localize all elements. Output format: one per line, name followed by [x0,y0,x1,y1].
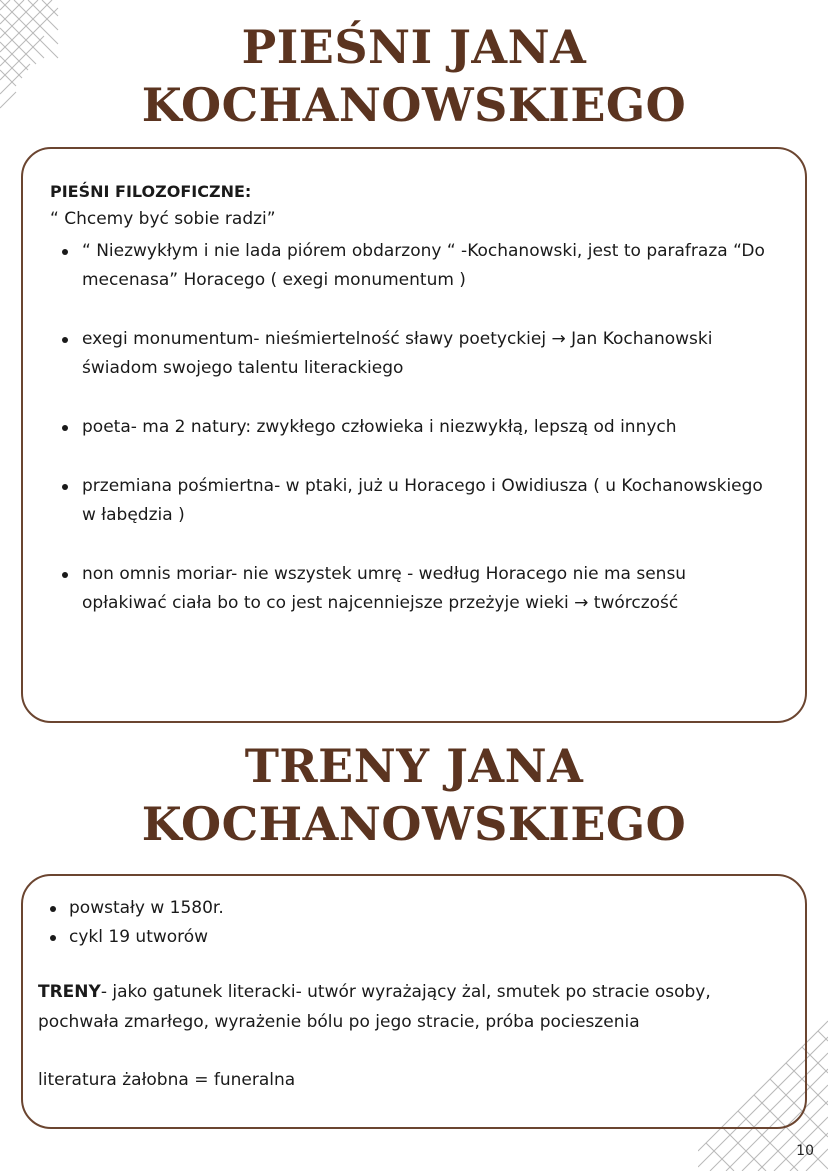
section2-title-line1: TRENY JANA [244,739,584,793]
treny-definition-text: - jako gatunek literacki- utwór wyrażający żal, smutek po stracie osoby, pochwała zmarłego, wyrażenie bólu po jego stracie, próba pocieszenia [38,982,711,1032]
section1-heading: PIEŚNI FILOZOFICZNE: [50,182,252,201]
list-item: cykl 19 utworów [38,923,785,952]
section2-card [21,874,807,1129]
list-item: powstały w 1580r. [38,894,785,923]
section1-bullet-list [50,237,775,618]
funeral-literature-note: literatura żałobna = funeralna [38,1070,296,1090]
section1-title [0,18,828,134]
section1-card [21,147,807,723]
list-item: exegi monumentum- nieśmiertelność sławy poetyckiej → Jan Kochanowski świadom swojego talentu literackiego [50,325,775,383]
section2-bullet-list [38,894,785,952]
list-item: poeta- ma 2 natury: zwykłego człowieka i niezwykłą, lepszą od innych [50,413,775,442]
section1-title-line1: PIEŚNI JANA [241,20,587,74]
section1-title-line2: KOCHANOWSKIEGO [141,78,687,132]
treny-term: TRENY [38,982,101,1002]
section2-title-line2: KOCHANOWSKIEGO [141,797,687,851]
treny-definition [38,977,785,1037]
section2-title [0,737,828,853]
list-item: przemiana pośmiertna- w ptaki, już u Horacego i Owidiusza ( u Kochanowskiego w łabędzia ) [50,472,775,530]
list-item: “ Niezwykłym i nie lada piórem obdarzony “ -Kochanowski, jest to parafraza “Do mecenasa” Horacego ( exegi monumentum ) [50,237,775,295]
section1-quote: “ Chcemy być sobie radzi” [50,209,276,229]
section2-content [38,894,785,1095]
section1-content [50,179,775,648]
list-item: non omnis moriar- nie wszystek umrę - według Horacego nie ma sensu opłakiwać ciała bo to co jest najcenniejsze przeżyje wieki → twórczość [50,560,775,618]
page-number: 10 [796,1143,814,1159]
